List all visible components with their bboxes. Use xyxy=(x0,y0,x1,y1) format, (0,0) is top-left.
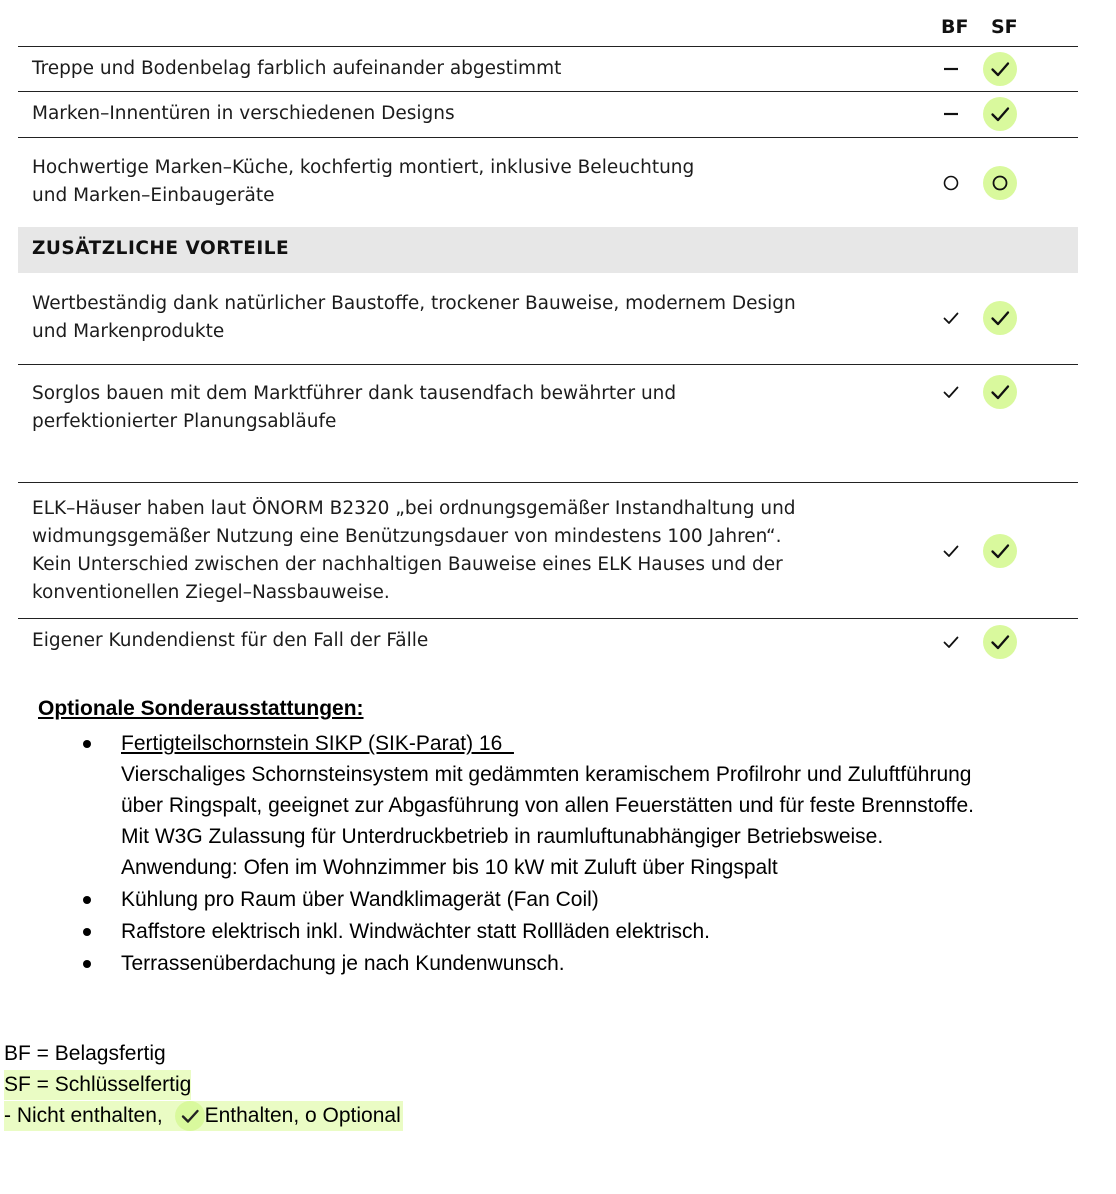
dash-icon xyxy=(941,59,961,79)
list-item-text: Vierschaliges Schornsteinsystem mit gedämmten keramischem Profilrohr und Zuluftführung xyxy=(121,763,972,786)
legend-sf xyxy=(4,1070,191,1100)
legend-included: Enthalten, xyxy=(204,1104,300,1127)
row-label: widmungsgemäßer Nutzung eine Benützungsdauer von mindestens 100 Jahren“. xyxy=(32,526,782,547)
bullet-icon xyxy=(83,740,91,748)
row-label: ELK–Häuser haben laut ÖNORM B2320 „bei ordnungsgemäßer Instandhaltung und xyxy=(32,498,796,519)
check-circle-icon xyxy=(983,301,1017,335)
row-divider xyxy=(18,91,1078,92)
legend-bf-text: BF = Belagsfertig xyxy=(4,1042,166,1065)
row-divider xyxy=(18,482,1078,483)
check-icon xyxy=(941,382,961,402)
bullet-icon xyxy=(83,896,91,904)
list-item-heading: Raffstore elektrisch inkl. Windwächter statt Rollläden elektrisch. xyxy=(121,920,711,943)
legend-symbols xyxy=(4,1101,403,1131)
optional-section-title: Optionale Sonderausstattungen: xyxy=(38,697,364,720)
row-label: Hochwertige Marken–Küche, kochfertig montiert, inklusive Beleuchtung xyxy=(32,157,695,178)
row-label: Wertbeständig dank natürlicher Baustoffe, trockener Bauweise, modernem Design xyxy=(32,293,796,314)
legend-bf xyxy=(4,1039,166,1069)
check-circle-icon xyxy=(983,625,1017,659)
optional-circle-icon xyxy=(941,173,961,193)
row-label: Kein Unterschied zwischen der nachhaltigen Bauweise eines ELK Hauses und der xyxy=(32,554,783,575)
row-divider xyxy=(18,137,1078,138)
row-label: Sorglos bauen mit dem Marktführer dank tausendfach bewährter und xyxy=(32,383,677,404)
legend-optional: o Optional xyxy=(305,1104,401,1127)
list-item-heading: Fertigteilschornstein SIKP (SIK-Parat) 16 xyxy=(121,732,514,755)
check-circle-icon xyxy=(175,1101,205,1131)
list-item-text: Anwendung: Ofen im Wohnzimmer bis 10 kW mit Zuluft über Ringspalt xyxy=(121,856,778,879)
column-header-bf: BF xyxy=(941,16,969,38)
check-circle-icon xyxy=(983,97,1017,131)
legend-sf-text: SF = Schlüsselfertig xyxy=(4,1073,192,1096)
row-label: Marken–Innentüren in verschiedenen Designs xyxy=(32,103,455,124)
section-title: ZUSÄTZLICHE VORTEILE xyxy=(32,238,290,259)
legend-not-included: - Nicht enthalten, xyxy=(4,1104,163,1127)
row-label: perfektionierter Planungsabläufe xyxy=(32,411,337,432)
section-header xyxy=(18,227,1078,273)
bullet-icon xyxy=(83,960,91,968)
list-item-heading: Kühlung pro Raum über Wandklimagerät (Fan Coil) xyxy=(121,888,599,911)
check-icon xyxy=(941,632,961,652)
dash-icon xyxy=(941,104,961,124)
check-circle-icon xyxy=(983,534,1017,568)
row-divider xyxy=(18,364,1078,365)
column-header-sf: SF xyxy=(991,16,1018,38)
list-item-heading: Terrassenüberdachung je nach Kundenwunsch. xyxy=(121,952,565,975)
row-label: konventionellen Ziegel–Nassbauweise. xyxy=(32,582,390,603)
check-icon xyxy=(941,308,961,328)
row-label: Treppe und Bodenbelag farblich aufeinander abgestimmt xyxy=(32,58,562,79)
row-label: Eigener Kundendienst für den Fall der Fälle xyxy=(32,630,429,651)
optional-circle-icon xyxy=(983,166,1017,200)
check-icon xyxy=(941,541,961,561)
row-divider xyxy=(18,46,1078,47)
bullet-icon xyxy=(83,928,91,936)
list-item-text: Mit W3G Zulassung für Unterdruckbetrieb in raumluftunabhängiger Betriebsweise. xyxy=(121,825,884,848)
check-circle-icon xyxy=(983,375,1017,409)
row-label: und Marken–Einbaugeräte xyxy=(32,185,275,206)
check-circle-icon xyxy=(983,52,1017,86)
row-label: und Markenprodukte xyxy=(32,321,225,342)
row-divider xyxy=(18,618,1078,619)
list-item-text: über Ringspalt, geeignet zur Abgasführung von allen Feuerstätten und für feste Brennstoffe. xyxy=(121,794,975,817)
